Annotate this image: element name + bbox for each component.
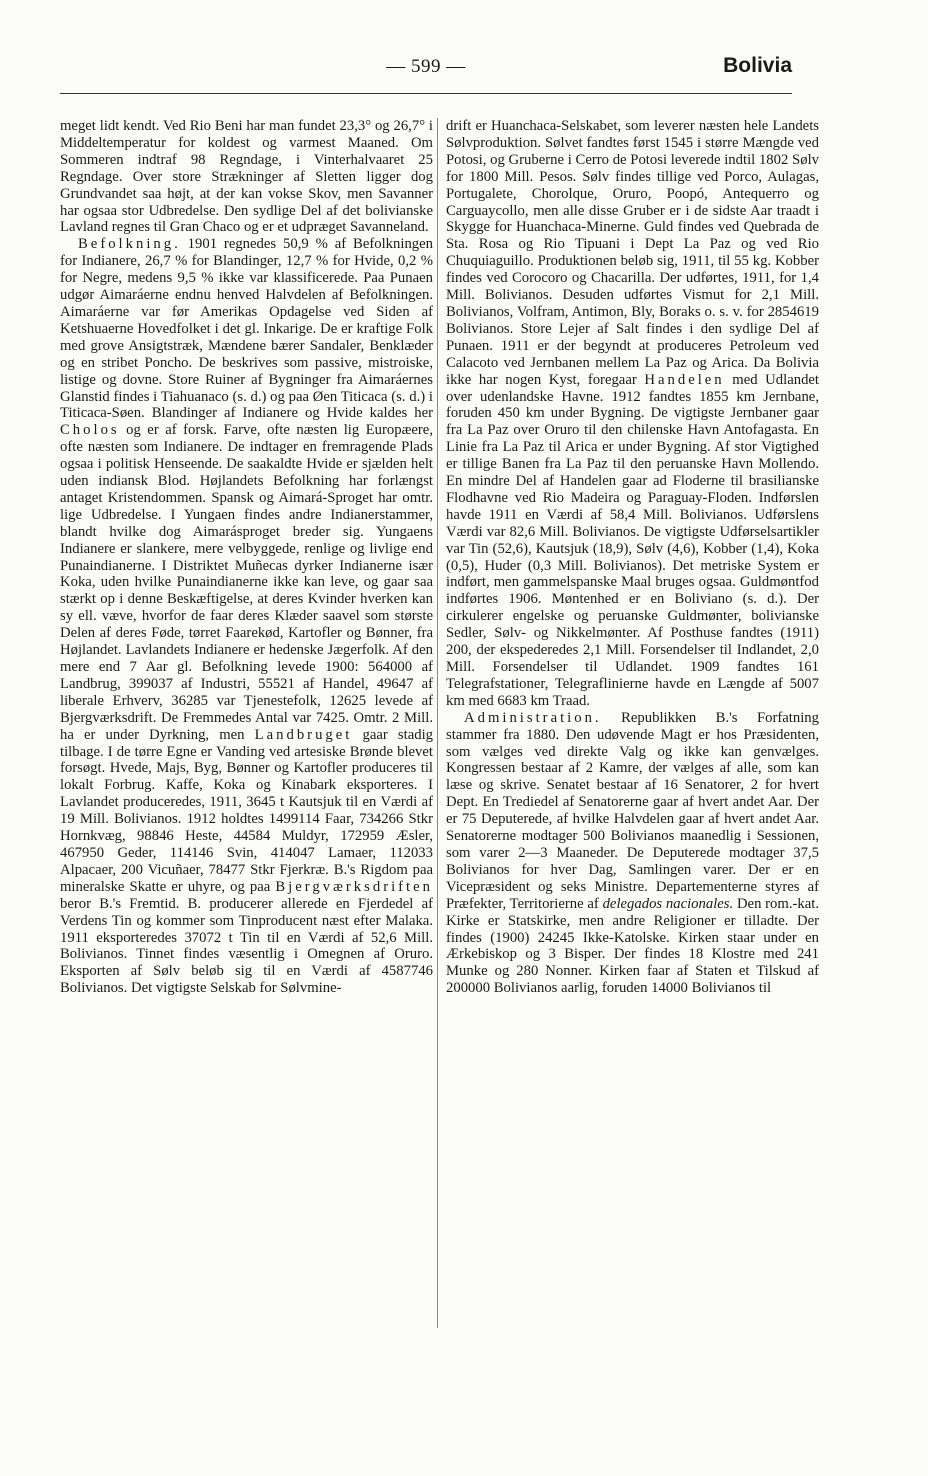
header-rule <box>60 93 792 94</box>
section-keyword: Befolkning. <box>78 236 181 253</box>
keyword: Bjergværksdriften <box>275 878 433 895</box>
keyword: Cholos <box>60 422 120 439</box>
running-head: Bolivia <box>723 54 792 77</box>
column-divider <box>437 118 438 1328</box>
paragraph-administration: Administration. Republikken B.'s Forfatning stammer fra 1880. Den udøvende Magt er hos Præsidenten, som vælges ved direkte Valg og ikke kan genvælges. Kongressen bestaar af 2 Kamre, der vælges af alle, som kan læse og skrive. Senatet bestaar af 16 Senatorer, 2 for hvert Dept. En Trediedel af Senatorerne gaar af hvert andet Aar. Der er 75 Deputerede, af hvilke Halvdelen gaar af hvert andet Aar. Senatorerne modtager 500 Bolivianos maanedlig i Sessionen, som varer 2—3 Maaneder. De Deputerede modtager 37,5 Bolivianos for hver Dag, Samlingen varer. Der er en Vicepræsident og seks Ministre. Departementerne styres af Præfekter, Territorierne af delegados nacionales. Den rom.-kat. Kirke er Statskirke, men andre Religioner er tilladte. Der findes (1900) 24245 Ikke-Katolske. Kirken staar under en Ærkebiskop og 3 Bisper. Der findes 18 Klostre med 241 Munke og 280 Nonner. Kirken faar af Staten et Tilskud af 200000 Bolivianos aarlig, foruden 14000 Bolivianos til <box>446 709 819 997</box>
page-number: — 599 — <box>386 56 466 77</box>
right-column <box>446 118 819 997</box>
paragraph-befolkning: Befolkning. 1901 regnedes 50,9 % af Befolkningen for Indianere, 26,7 % for Blandinger, 12,7 % for Hvide, 0,2 % for Negre, medens 9,5 % ikke var klassificerede. Paa Punaen udgør Aimaráerne endnu henved Halvdelen af Befolkningen. Aimaráerne var før Amerikas Opdagelse ved Siden af Ketshuaerne Hovedfolket i det gl. Inkarige. De er kraftige Folk med grove Ansigtstræk, Mændene bærer Sandaler, Benklæder og en stribet Poncho. De beskrives som passive, mistroiske, listige og dovne. Store Ruiner af Bygninger fra Aimaráernes Glanstid findes i Tiahuanaco (s. d.) og paa Øen Titicaca (s. d.) i Titicaca-Søen. Blandinger af Indianere og Hvide kaldes her Cholos og er af forsk. Farve, ofte næsten lig Europæere, ofte næsten som Indianere. De indtager en fremragende Plads ogsaa i politisk Henseende. De saakaldte Hvide er sjælden helt uden indiansk Blod. Højlandets Befolkning har forlængst antaget Kristendommen. Spansk og Aimará-Sproget har omtr. lige Udbredelse. I Yungaen findes andre Indianerstammer, blandt hvilke dog Aimarásproget breder sig. Yungaens Indianere er slankere, mere velbyggede, renlige og livlige end Punaindianerne. I Distriktet Muñecas dyrker Indianerne især Koka, uden hvilke Punaindianerne ikke kan leve, og gaar saa stærkt op i denne Beskæftigelse, at deres Kvinder hverken kan sy ell. væve, hvorfor de faar deres Klæder saavel som største Delen af deres Føde, tørret Faarekød, Kartofler og Bønner, fra Højlandet. Lavlandets Indianere er hedenske Jægerfolk. Af den mere end 7 Aar gl. Befolkning levede 1900: 564000 af Landbrug, 399037 af Industri, 55521 af Handel, 49647 af liberale Erhverv, 36285 var Tjenestefolk, 12625 levede af Bjergværksdrift. De Fremmedes Antal var 7425. Omtr. 2 Mill. ha er under Dyrkning, men Landbruget gaar stadig tilbage. I de tørre Egne er Vanding ved artesiske Brønde blevet forsøgt. Hvede, Majs, Byg, Bønner og Kartofler produceres til lokalt Forbrug. Kaffe, Koka og Kinabark eksporteres. I Lavlandet produceredes, 1911, 3645 t Kautsjuk til en Værdi af 19 Mill. Bolivianos. 1912 holdtes 1499114 Faar, 734266 Stkr Hornkvæg, 98846 Heste, 44584 Muldyr, 172959 Æsler, 467950 Geder, 114146 Svin, 414047 Lamaer, 112033 Alpacaer, 200 Vicuñaer, 78477 Stkr Fjerkræ. B.'s Rigdom paa mineralske Skatte er uhyre, og paa Bjergværksdriften beror B.'s Fremtid. B. producerer allerede en Fjerdedel af Verdens Tin og kommer som Tinproducent næst efter Malaka. 1911 eksporteredes 37072 t Tin til en Værdi af 52,6 Mill. Bolivianos. Tinnet findes væsentlig i Omegnen af Oruro. Eksporten af Sølv beløb sig til en Værdi af 4587746 Bolivianos. Det vigtigste Selskab for Sølvmine- <box>60 236 433 997</box>
italic-term: delegados nacionales. <box>602 895 734 912</box>
keyword: Handelen <box>644 371 725 388</box>
page-header <box>60 56 792 86</box>
paragraph: meget lidt kendt. Ved Rio Beni har man fundet 23,3° og 26,7° i Middeltemperatur for koldest og varmest Maaned. Om Sommeren indtraf 98 Regndage, i Vinterhalvaaret 25 Regndage. Over store Strækninger af Sletten ligger dog Grundvandet saa højt, at der kan vokse Skov, men Savanner har ogsaa stor Udbredelse. Den sydlige Del af det bolivianske Lavland regnes til Gran Chaco og er et udpræget Savanneland. <box>60 118 433 236</box>
keyword: Landbruget <box>254 726 353 743</box>
left-column <box>60 118 433 997</box>
paragraph: drift er Huanchaca-Selskabet, som leverer næsten hele Landets Sølvproduktion. Sølvet fandtes først 1545 i større Mængde ved Potosi, og Gruberne i Cerro de Potosi leverede indtil 1802 Sølv for 1800 Mill. Pesos. Sølv findes tillige ved Porco, Aulagas, Portugalete, Chorolque, Oruro, Poopó, Antequerro og Carguaycollo, men alle disse Gruber er i de sidste Aar traadt i Skygge for Huanchaca-Minerne. Guld findes ved Quebrada de Sta. Rosa og Rio Tipuani i Dept La Paz og ved Rio Chuquiaguillo. Produktionen beløb sig, 1911, til 55 kg. Kobber findes ved Corocoro og Chacarilla. Der udførtes, 1911, for 1,4 Mill. Bolivianos. Desuden udførtes Vismut for 2,1 Mill. Bolivianos, Volfram, Antimon, Bly, Boraks o. s. v. for 2854619 Bolivianos. Store Lejer af Salt findes i den sydlige Del af Punaen. 1911 er der begyndt at produceres Petroleum ved Calacoto ved Jernbanen mellem La Paz og Arica. Da Bolivia ikke har nogen Kyst, foregaar Handelen med Udlandet over udenlandske Havne. 1912 fandtes 1855 km Jernbane, foruden 450 km under Bygning. De vigtigste Jernbaner gaar fra La Paz over Oruro til den chilenske Havn Antofagasta. En Linie fra La Paz til Arica er under Bygning. Af stor Vigtighed er tillige Banen fra La Paz til den peruanske Havn Mollendo. En mindre Del af Handelen gaar ad Floderne til brasilianske Flodhavne ved Rio Madeira og Paraguay-Floden. Indførslen havde 1911 en Værdi af 58,4 Mill. Bolivianos. Udførslens Værdi var 82,6 Mill. Bolivianos. De vigtigste Udførselsartikler var Tin (52,6), Kautsjuk (18,9), Sølv (4,6), Kobber (1,4), Koka (0,5), Huder (0,3 Mill. Bolivianos). Det metriske System er indført, men gammelspanske Maal bruges ogsaa. Guldmøntfod indførtes 1906. Møntenhed er en Boliviano (s. d.). Der cirkulerer engelske og peruanske Guldmønter, bolivianske Sedler, Sølv- og Nikkelmønter. Af Posthuse fandtes (1911) 200, der ekspederedes 2,1 Mill. Forsendelser til Indlandet, 2,0 Mill. Forsendelser til Udlandet. 1909 fandtes 161 Telegrafstationer, Telegraflinierne havde en Længde af 5007 km med 6683 km Traad. <box>446 118 820 709</box>
section-keyword: Administration. <box>464 709 602 726</box>
